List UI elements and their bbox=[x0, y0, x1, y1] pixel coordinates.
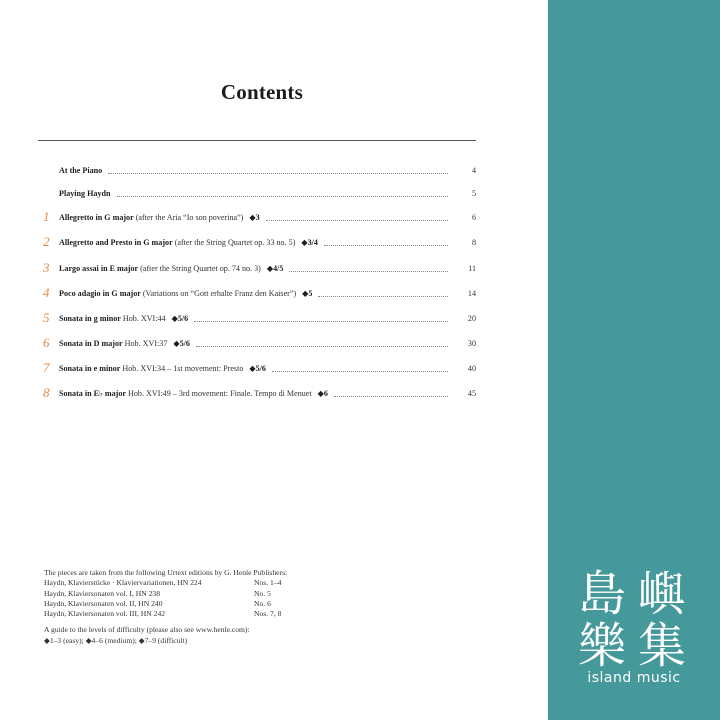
edition-name: Haydn, Klaviersonaten vol. II, HN 240 bbox=[44, 598, 163, 608]
leader-dots bbox=[108, 172, 448, 174]
page-title: Contents bbox=[220, 80, 303, 104]
edition-name: Haydn, Klaviersonaten vol. I, HN 238 bbox=[44, 588, 160, 598]
entry-number: 5 bbox=[43, 310, 50, 325]
title-divider bbox=[38, 140, 476, 141]
entry-detail: Hob. XVI:49 – 3rd movement: Finale. Tempo di Menuet bbox=[126, 389, 312, 398]
leader-dots bbox=[289, 270, 448, 272]
edition-numbers: No. 6 bbox=[254, 598, 271, 608]
entry-page: 20 bbox=[467, 314, 476, 323]
entry-number: 8 bbox=[43, 385, 50, 400]
entry-number: 2 bbox=[43, 234, 50, 249]
leader-dots bbox=[324, 244, 448, 246]
difficulty-level: ◆3 bbox=[249, 213, 260, 222]
entry-title: Sonata in e minor bbox=[59, 364, 121, 373]
difficulty-legend: ◆1–3 (easy); ◆4–6 (medium); ◆7–9 (difficult) bbox=[44, 635, 188, 645]
entry-title: Largo assai in E major bbox=[59, 264, 139, 273]
entry-title: Sonata in E♭ major bbox=[59, 389, 126, 398]
toc-entry bbox=[38, 307, 476, 325]
logo-wordmark: island music bbox=[587, 670, 681, 686]
edition-row bbox=[44, 599, 287, 609]
difficulty-level: ◆5/6 bbox=[173, 339, 190, 348]
difficulty-level: ◆5/6 bbox=[249, 364, 266, 373]
editions-intro: The pieces are taken from the following Urtext editions by G. Henle Publishers: bbox=[44, 568, 288, 577]
edition-name: Haydn, Klaviersonaten vol. III, HN 242 bbox=[44, 609, 166, 619]
entry-detail: (Variations on “Gott erhalte Franz den Kaiser”) bbox=[140, 289, 297, 298]
difficulty-level: ◆5/6 bbox=[171, 314, 189, 323]
entry-page: 45 bbox=[467, 389, 476, 398]
logo-char: 島 bbox=[578, 566, 627, 622]
edition-numbers: No. 5 bbox=[254, 588, 271, 598]
leader-dots bbox=[117, 195, 449, 197]
toc-entry bbox=[38, 231, 476, 249]
entry-detail: Hob. XVI:37 bbox=[122, 339, 168, 348]
difficulty-level: ◆3/4 bbox=[301, 238, 318, 247]
entry-detail: Hob. XVI:44 bbox=[120, 314, 166, 323]
entry-detail: (after the String Quartet op. 74 no. 3) bbox=[138, 264, 261, 273]
logo-char: 嶼 bbox=[638, 566, 687, 622]
entry-number: 7 bbox=[43, 360, 50, 375]
logo-characters-icon bbox=[548, 560, 720, 670]
leader-dots bbox=[334, 395, 448, 397]
edition-row bbox=[44, 578, 287, 588]
leader-dots bbox=[318, 295, 448, 297]
leader-dots bbox=[272, 370, 448, 372]
difficulty-level: ◆6 bbox=[317, 389, 328, 398]
entry-title: Playing Haydn bbox=[59, 189, 111, 198]
entry-page: 11 bbox=[468, 264, 476, 273]
edition-row bbox=[44, 609, 287, 619]
toc-entry bbox=[38, 206, 476, 224]
entry-title: Allegretto in G major bbox=[59, 213, 134, 222]
entry-number: 3 bbox=[43, 260, 50, 275]
logo-char: 樂 bbox=[578, 618, 627, 670]
leader-dots bbox=[194, 320, 448, 322]
entry-page: 6 bbox=[471, 213, 476, 222]
difficulty-guide: A guide to the levels of difficulty (please also see www.henle.com): bbox=[44, 625, 250, 635]
entry-number: 4 bbox=[43, 285, 50, 300]
entry-title: Poco adagio in G major bbox=[59, 289, 141, 298]
entry-page: 30 bbox=[467, 339, 476, 348]
entry-title: At the Piano bbox=[59, 166, 103, 175]
difficulty-level: ◆5 bbox=[302, 289, 313, 298]
edition-numbers: Nos. 7, 8 bbox=[254, 609, 282, 619]
entry-page: 4 bbox=[471, 166, 476, 175]
entry-page: 8 bbox=[471, 238, 476, 247]
difficulty-level: ◆4/5 bbox=[266, 264, 284, 273]
leader-dots bbox=[196, 345, 448, 347]
edition-numbers: Nos. 1–4 bbox=[254, 578, 282, 588]
entry-title: Sonata in g minor bbox=[59, 314, 121, 323]
toc-entry bbox=[38, 332, 476, 350]
island-music-logo bbox=[548, 560, 720, 700]
entry-number: 1 bbox=[43, 209, 50, 224]
entry-detail: Hob. XVI:34 – 1st movement: Presto bbox=[120, 364, 244, 373]
entry-page: 40 bbox=[467, 364, 476, 373]
toc-entry bbox=[38, 159, 476, 177]
toc-entry bbox=[38, 382, 476, 400]
toc-entry bbox=[38, 257, 476, 275]
entry-number: 6 bbox=[43, 335, 50, 350]
toc-entry bbox=[38, 282, 476, 300]
toc-entry bbox=[38, 182, 476, 200]
toc-entry bbox=[38, 357, 476, 375]
entry-page: 14 bbox=[467, 289, 476, 298]
entry-detail: (after the String Quartet op. 33 no. 5) bbox=[172, 238, 296, 247]
entry-page: 5 bbox=[471, 189, 476, 198]
edition-notes bbox=[44, 568, 287, 646]
logo-char: 集 bbox=[638, 618, 687, 670]
edition-row bbox=[44, 589, 287, 599]
leader-dots bbox=[266, 219, 448, 221]
entry-detail: (after the Aria “Io son poverina”) bbox=[133, 213, 244, 222]
entry-title: Allegretto and Presto in G major bbox=[59, 238, 173, 247]
edition-name: Haydn, Klavierstücke · Klaviervariationen, HN 224 bbox=[44, 578, 202, 588]
entry-title: Sonata in D major bbox=[59, 339, 123, 348]
